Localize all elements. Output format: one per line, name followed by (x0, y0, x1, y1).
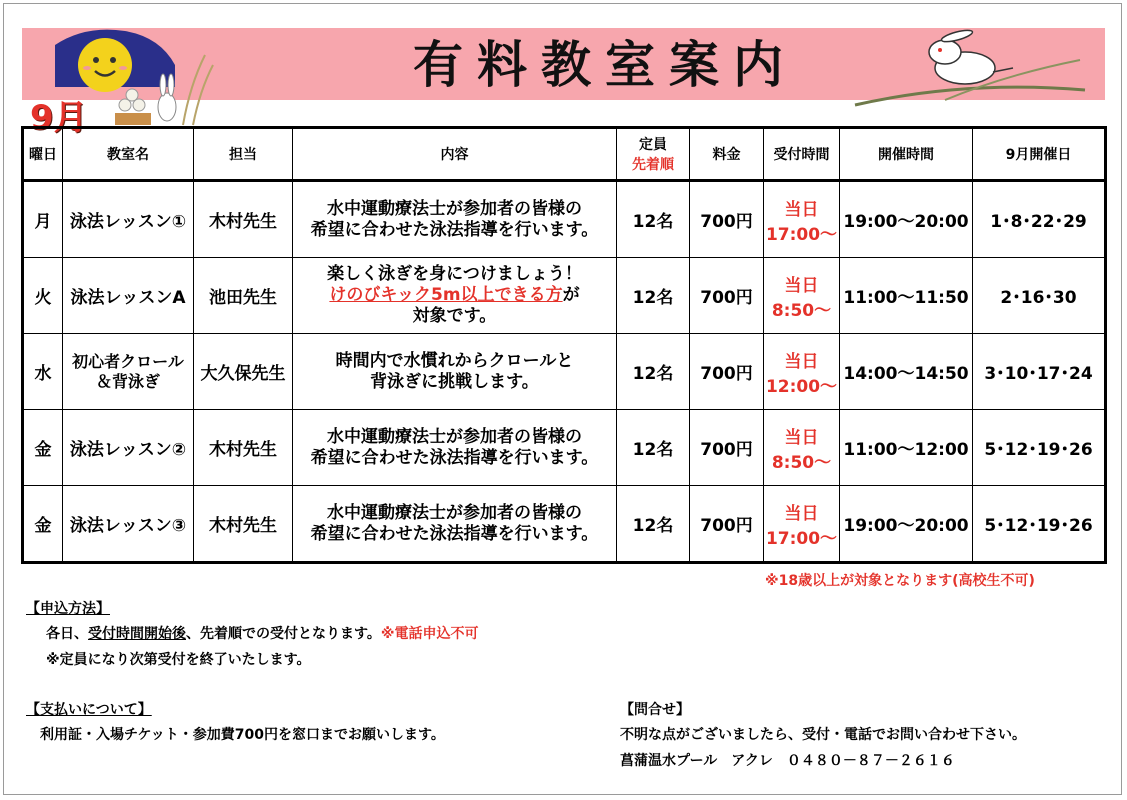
reception-time: 8:50～ (771, 452, 832, 473)
class-name-line: ＆背泳ぎ (95, 371, 160, 391)
cell-instructor: 木村先生 (194, 181, 293, 258)
cell-fee: 700円 (690, 258, 764, 334)
cell-reception-time (764, 334, 840, 410)
cell-class-name: 泳法レッスン① (63, 181, 194, 258)
cell-dates: 5･12･19･26 (973, 410, 1106, 486)
header-capacity-label: 定員 (639, 137, 667, 153)
header-weekday: 曜日 (23, 128, 63, 181)
cell-content (293, 181, 617, 258)
content-line: 希望に合わせた泳法指導を行います。 (310, 523, 599, 544)
cell-instructor: 池田先生 (194, 258, 293, 334)
payment-heading: 【支払いについて】 (26, 702, 152, 718)
cell-content (293, 258, 617, 334)
cell-dates: 3･10･17･24 (973, 334, 1106, 410)
cell-capacity: 12名 (617, 486, 690, 563)
cell-content (293, 410, 617, 486)
header-reception-time: 受付時間 (764, 128, 840, 181)
cell-capacity: 12名 (617, 410, 690, 486)
age-restriction-note: ※18歳以上が対象となります(高校生不可) (765, 573, 1035, 589)
cell-class-name: 泳法レッスンA (63, 258, 194, 334)
cell-fee: 700円 (690, 181, 764, 258)
cell-reception-time (764, 258, 840, 334)
table-row (23, 410, 1106, 486)
content-line: 希望に合わせた泳法指導を行います。 (310, 447, 599, 468)
reception-time: 8:50～ (771, 300, 832, 321)
cell-dates: 5･12･19･26 (973, 486, 1106, 563)
content-line: 対象です。 (412, 306, 497, 326)
class-schedule-table (21, 126, 1107, 564)
cell-capacity: 12名 (617, 181, 690, 258)
cell-reception-time (764, 410, 840, 486)
cell-reception-time (764, 486, 840, 563)
cell-capacity: 12名 (617, 258, 690, 334)
cell-fee: 700円 (690, 410, 764, 486)
cell-content (293, 334, 617, 410)
content-line: 背泳ぎに挑戦します。 (370, 371, 539, 392)
cell-class-name (63, 334, 194, 410)
application-text: 、先着順での受付となります。 (186, 626, 381, 642)
application-line-1 (46, 623, 479, 643)
cell-class-name: 泳法レッスン② (63, 410, 194, 486)
month-badge: 9月 (30, 98, 88, 138)
content-line: 時間内で水慣れからクロールと (335, 350, 574, 371)
cell-instructor: 大久保先生 (194, 334, 293, 410)
header-class-name: 教室名 (63, 128, 194, 181)
table-row (23, 258, 1106, 334)
cell-fee: 700円 (690, 486, 764, 563)
cell-instructor: 木村先生 (194, 486, 293, 563)
application-heading: 【申込方法】 (26, 601, 110, 617)
cell-weekday: 金 (23, 410, 63, 486)
reception-label: 当日 (784, 427, 819, 448)
header-session-time: 開催時間 (840, 128, 973, 181)
table-row (23, 486, 1106, 563)
reception-time: 17:00～ (765, 528, 838, 549)
contact-heading: 【問合せ】 (620, 702, 690, 718)
contact-line-1: 不明な点がございましたら、受付・電話でお問い合わせ下さい。 (620, 727, 1026, 743)
payment-line-1: 利用証・入場チケット・参加費700円を窓口までお願いします。 (40, 727, 445, 743)
table-row (23, 181, 1106, 258)
content-line: 水中運動療法士が参加者の皆様の (327, 502, 582, 523)
table-header-row (23, 128, 1106, 181)
header-capacity (617, 128, 690, 181)
cell-weekday: 火 (23, 258, 63, 334)
no-phone-note: ※電話申込不可 (380, 626, 479, 642)
cell-weekday: 金 (23, 486, 63, 563)
content-line (293, 285, 616, 306)
cell-session-time: 19:00～20:00 (840, 486, 973, 563)
content-line: 水中運動療法士が参加者の皆様の (327, 198, 582, 219)
table-row (23, 334, 1106, 410)
cell-dates: 1･8･22･29 (973, 181, 1106, 258)
target-requirement: けのびキック5m以上できる方 (329, 285, 563, 305)
page-title: 有料教室案内 (413, 36, 797, 94)
cell-session-time: 19:00～20:00 (840, 181, 973, 258)
cell-weekday: 月 (23, 181, 63, 258)
cell-reception-time (764, 181, 840, 258)
cell-session-time: 11:00～11:50 (840, 258, 973, 334)
header-capacity-sub: 先着順 (632, 157, 674, 173)
cell-class-name: 泳法レッスン③ (63, 486, 194, 563)
cell-capacity: 12名 (617, 334, 690, 410)
class-name-line: 初心者クロール (72, 351, 184, 371)
content-line: 希望に合わせた泳法指導を行います。 (310, 219, 599, 240)
reception-time: 17:00～ (765, 224, 838, 245)
content-line: 水中運動療法士が参加者の皆様の (327, 426, 582, 447)
cell-fee: 700円 (690, 334, 764, 410)
content-line: 楽しく泳ぎを身につけましょう！ (327, 264, 582, 284)
header-dates: 9月開催日 (973, 128, 1106, 181)
header-instructor: 担当 (194, 128, 293, 181)
reception-label: 当日 (784, 351, 819, 372)
cell-dates: 2･16･30 (973, 258, 1106, 334)
cell-session-time: 14:00～14:50 (840, 334, 973, 410)
cell-instructor: 木村先生 (194, 410, 293, 486)
header-content: 内容 (293, 128, 617, 181)
reception-label: 当日 (784, 503, 819, 524)
reception-label: 当日 (784, 275, 819, 296)
contact-line-2: 菖蒲温水プール アクレ ０４８０－８７－２６１６ (620, 753, 955, 769)
cell-session-time: 11:00～12:00 (840, 410, 973, 486)
application-emphasis: 受付時間開始後 (88, 626, 186, 642)
header-fee: 料金 (690, 128, 764, 181)
application-line-2: ※定員になり次第受付を終了いたします。 (46, 652, 311, 668)
reception-time: 12:00～ (765, 376, 838, 397)
cell-content (293, 486, 617, 563)
application-text: 各日、 (46, 626, 88, 642)
reception-label: 当日 (784, 199, 819, 220)
rabbit-illustration (845, 20, 1095, 110)
cell-weekday: 水 (23, 334, 63, 410)
content-text: が (562, 285, 580, 305)
